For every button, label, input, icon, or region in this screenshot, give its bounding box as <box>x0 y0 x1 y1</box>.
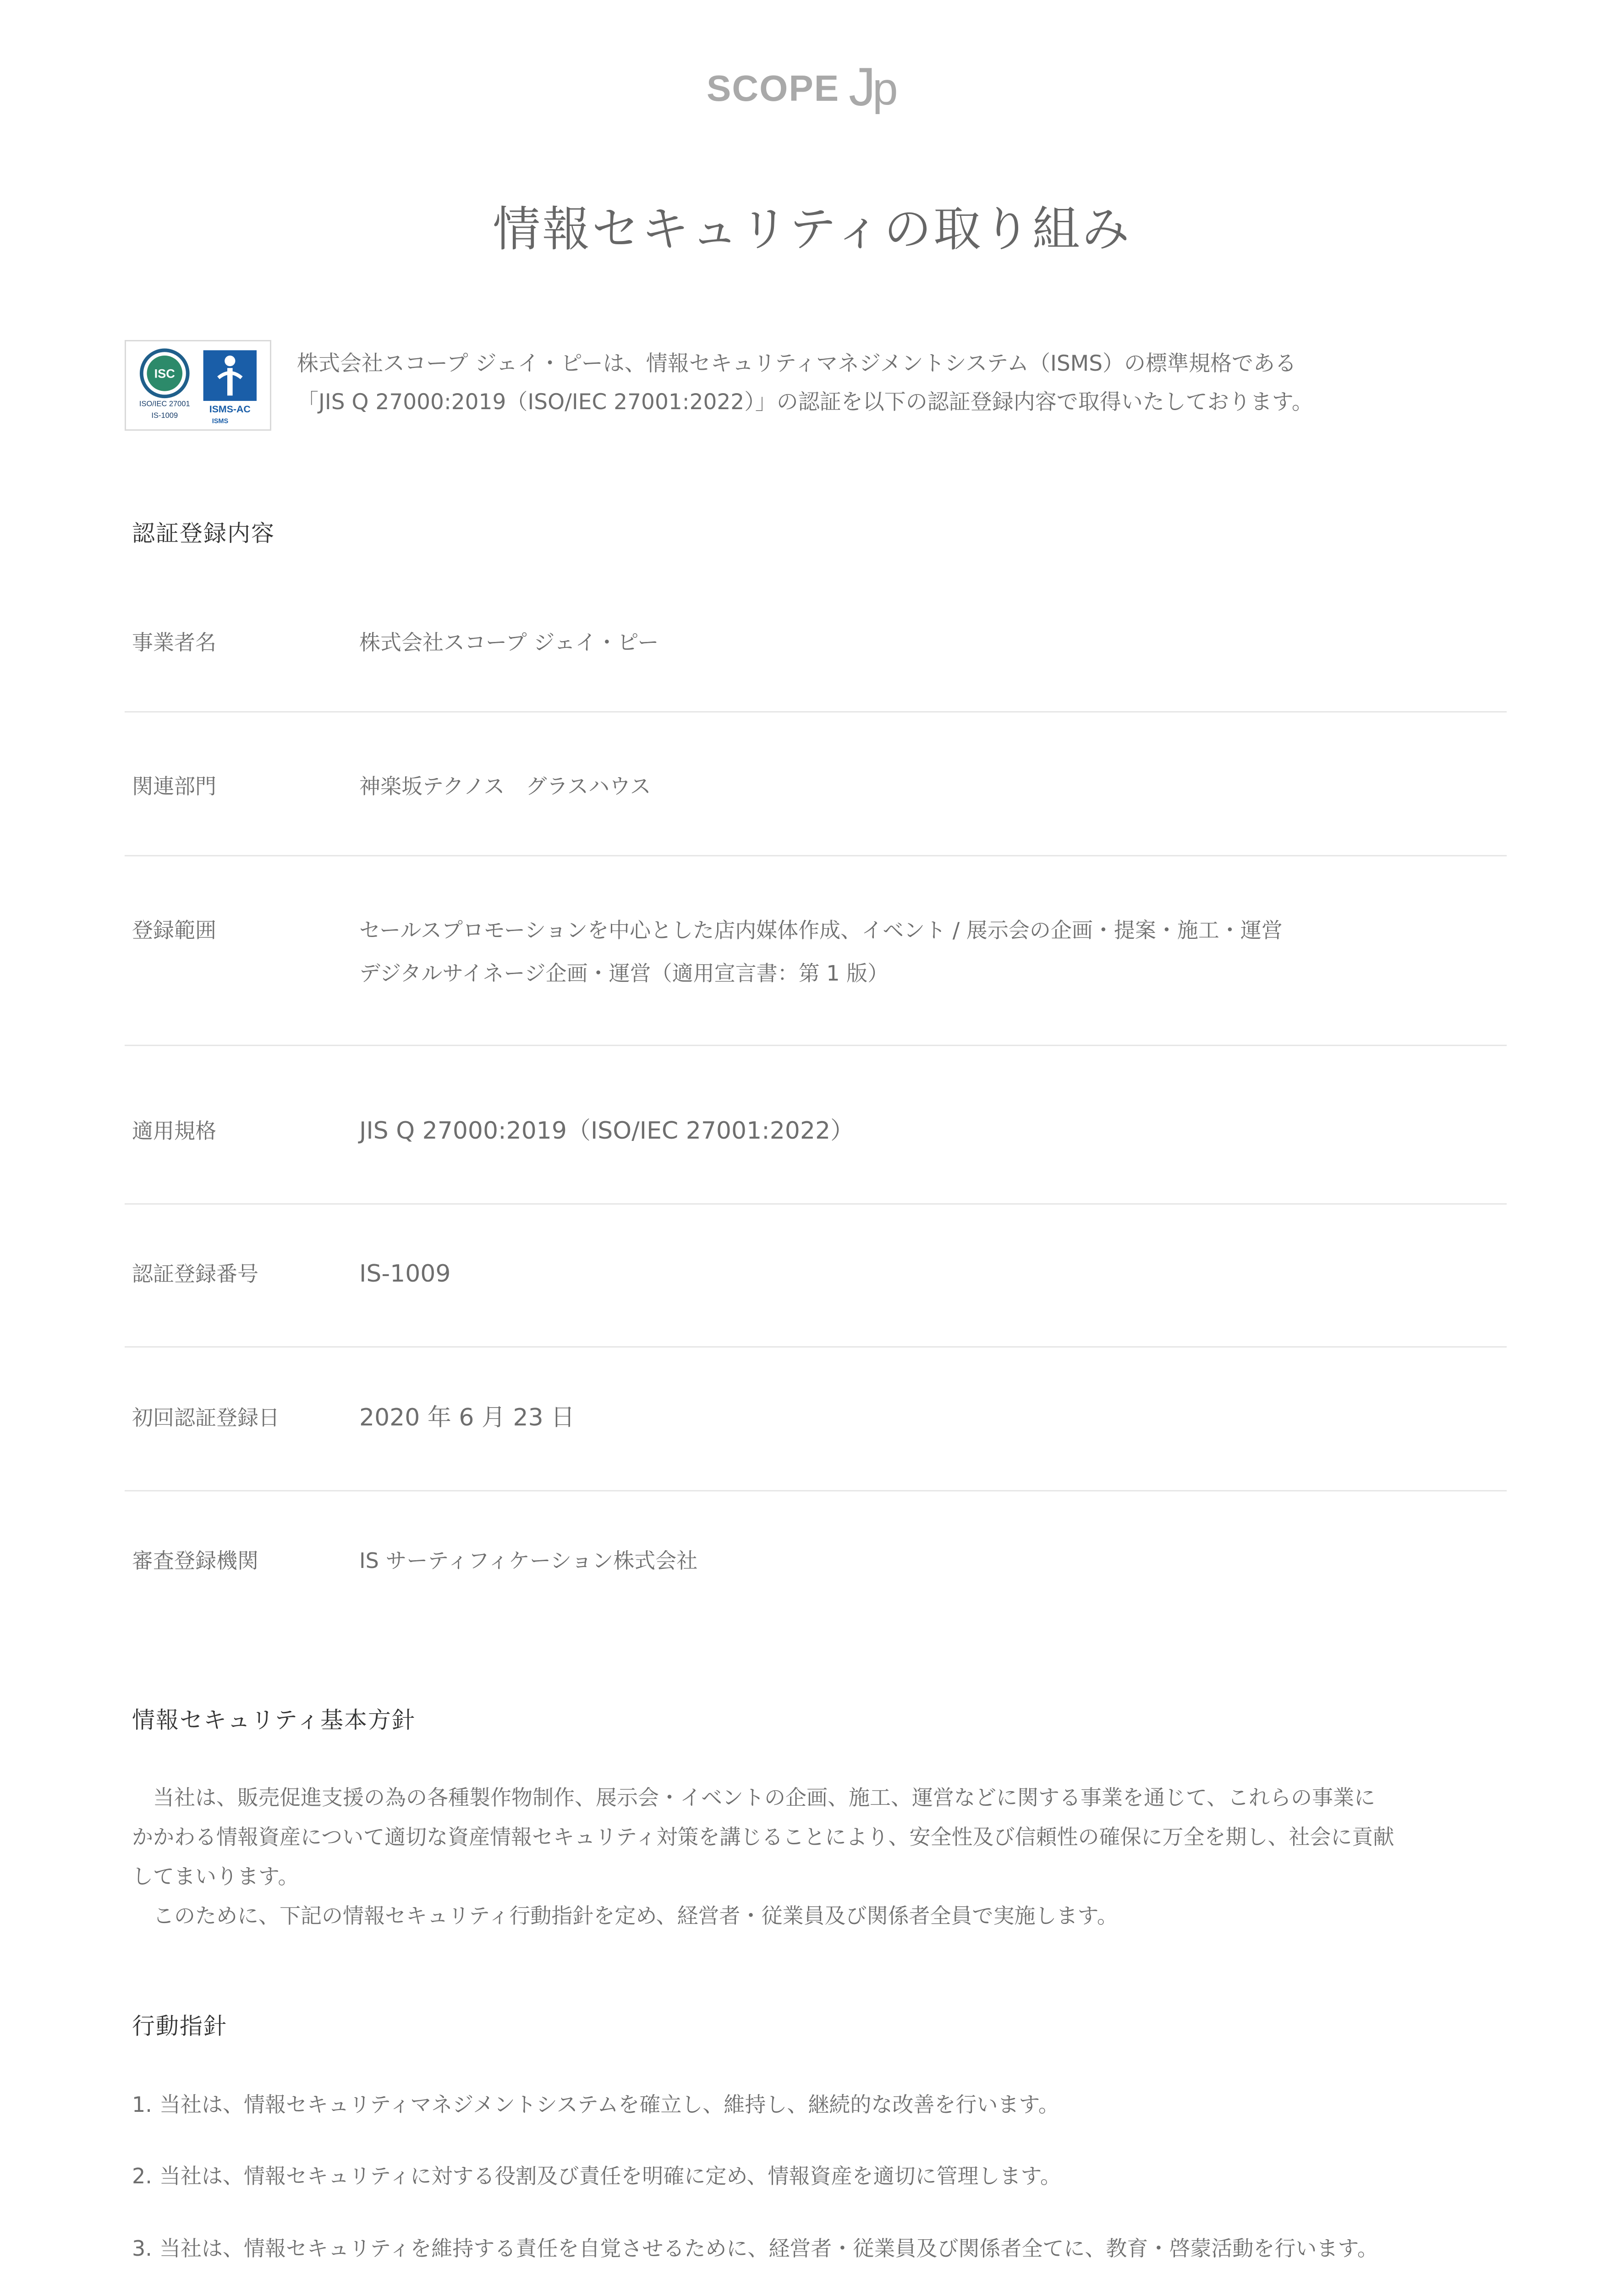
row-label: 審査登録機関 <box>132 1548 258 1573</box>
row-divider <box>125 711 1507 713</box>
cert-number-text: IS-1009 <box>151 411 178 420</box>
row-label: 関連部門 <box>132 774 216 799</box>
guideline-text: 当社は、情報セキュリティを維持する責任を自覚させるために、経営者・従業員及び関係者全てに、教育・啓蒙活動を行います。 <box>159 2236 1378 2261</box>
row-value: 2020 年 6 月 23 日 <box>359 1404 575 1431</box>
row-divider <box>125 855 1507 856</box>
policy-line: このために、下記の情報セキュリティ行動指針を定め、経営者・従業員及び関係者全員で実施します。 <box>132 1903 1118 1928</box>
registration-heading: 認証登録内容 <box>132 520 275 547</box>
isms-text: ISMS <box>212 417 229 425</box>
policy-line: 当社は、販売促進支援の為の各種製作物制作、展示会・イベントの企画、施工、運営などに関する事業を通じて、これらの事業に <box>132 1785 1376 1810</box>
policy-line: してまいります。 <box>132 1864 299 1889</box>
row-value: JIS Q 27000:2019（ISO/IEC 27001:2022） <box>359 1117 855 1145</box>
row-divider <box>125 1490 1507 1491</box>
guidelines-heading: 行動指針 <box>132 2013 227 2039</box>
policy-paragraph <box>132 1778 1516 1935</box>
guideline-number: 2. <box>132 2164 152 2188</box>
svg-text:SCOPE: SCOPE <box>707 68 840 109</box>
policy-heading: 情報セキュリティ基本方針 <box>132 1707 416 1733</box>
guideline-item <box>132 2227 1525 2270</box>
row-value: IS-1009 <box>359 1260 451 1288</box>
row-label: 適用規格 <box>132 1118 216 1143</box>
svg-text:p: p <box>872 63 898 115</box>
row-value: IS サーティフィケーション株式会社 <box>359 1548 698 1573</box>
isms-certification-badge <box>125 340 271 431</box>
guideline-number: 1. <box>132 2092 152 2117</box>
intro-line: 「JIS Q 27000:2019（ISO/IEC 27001:2022）」の認証を以下の認証登録内容で取得いたしております。 <box>297 389 1313 415</box>
row-divider <box>125 1346 1507 1348</box>
row-label: 初回認証登録日 <box>132 1405 280 1430</box>
row-divider <box>125 1203 1507 1205</box>
isc-text: ISC <box>154 366 175 381</box>
guideline-text: 当社は、情報セキュリティマネジメントシステムを確立し、維持し、継続的な改善を行います。 <box>159 2092 1059 2117</box>
svg-text:J: J <box>849 57 876 117</box>
guideline-text: 当社は、情報セキュリティに対する役割及び責任を明確に定め、情報資産を適切に管理します。 <box>159 2164 1061 2188</box>
guideline-item <box>132 2083 1525 2126</box>
isms-ac-text: ISMS-AC <box>209 404 251 415</box>
intro-text <box>297 345 1534 422</box>
row-label: 認証登録番号 <box>132 1261 258 1286</box>
guideline-item <box>132 2154 1525 2198</box>
row-value: セールスプロモーションを中心とした店内媒体作成、イベント / 展示会の企画・提案・施工・運営 <box>359 918 1283 943</box>
policy-line: かかわる情報資産について適切な資産情報セキュリティ対策を講じることにより、安全性及び信頼性の確保に万全を期し、社会に貢献 <box>132 1825 1394 1849</box>
row-value: 神楽坂テクノス グラスハウス <box>359 774 651 799</box>
row-value: 株式会社スコープ ジェイ・ピー <box>359 630 659 655</box>
page-title: 情報セキュリティの取り組み <box>493 201 1131 257</box>
row-label: 登録範囲 <box>132 918 216 943</box>
guideline-number: 3. <box>132 2236 152 2261</box>
row-value-line2: デジタルサイネージ企画・運営（適用宣言書：第 1 版） <box>359 961 889 986</box>
iso-text: ISO/IEC 27001 <box>139 400 190 408</box>
scope-jp-logo-icon <box>707 51 917 129</box>
site-logo[interactable] <box>0 51 1624 129</box>
row-divider <box>125 1045 1507 1046</box>
row-label: 事業者名 <box>132 630 216 655</box>
intro-line: 株式会社スコープ ジェイ・ピーは、情報セキュリティマネジメントシステム（ISMS）の標準規格である <box>297 351 1297 376</box>
